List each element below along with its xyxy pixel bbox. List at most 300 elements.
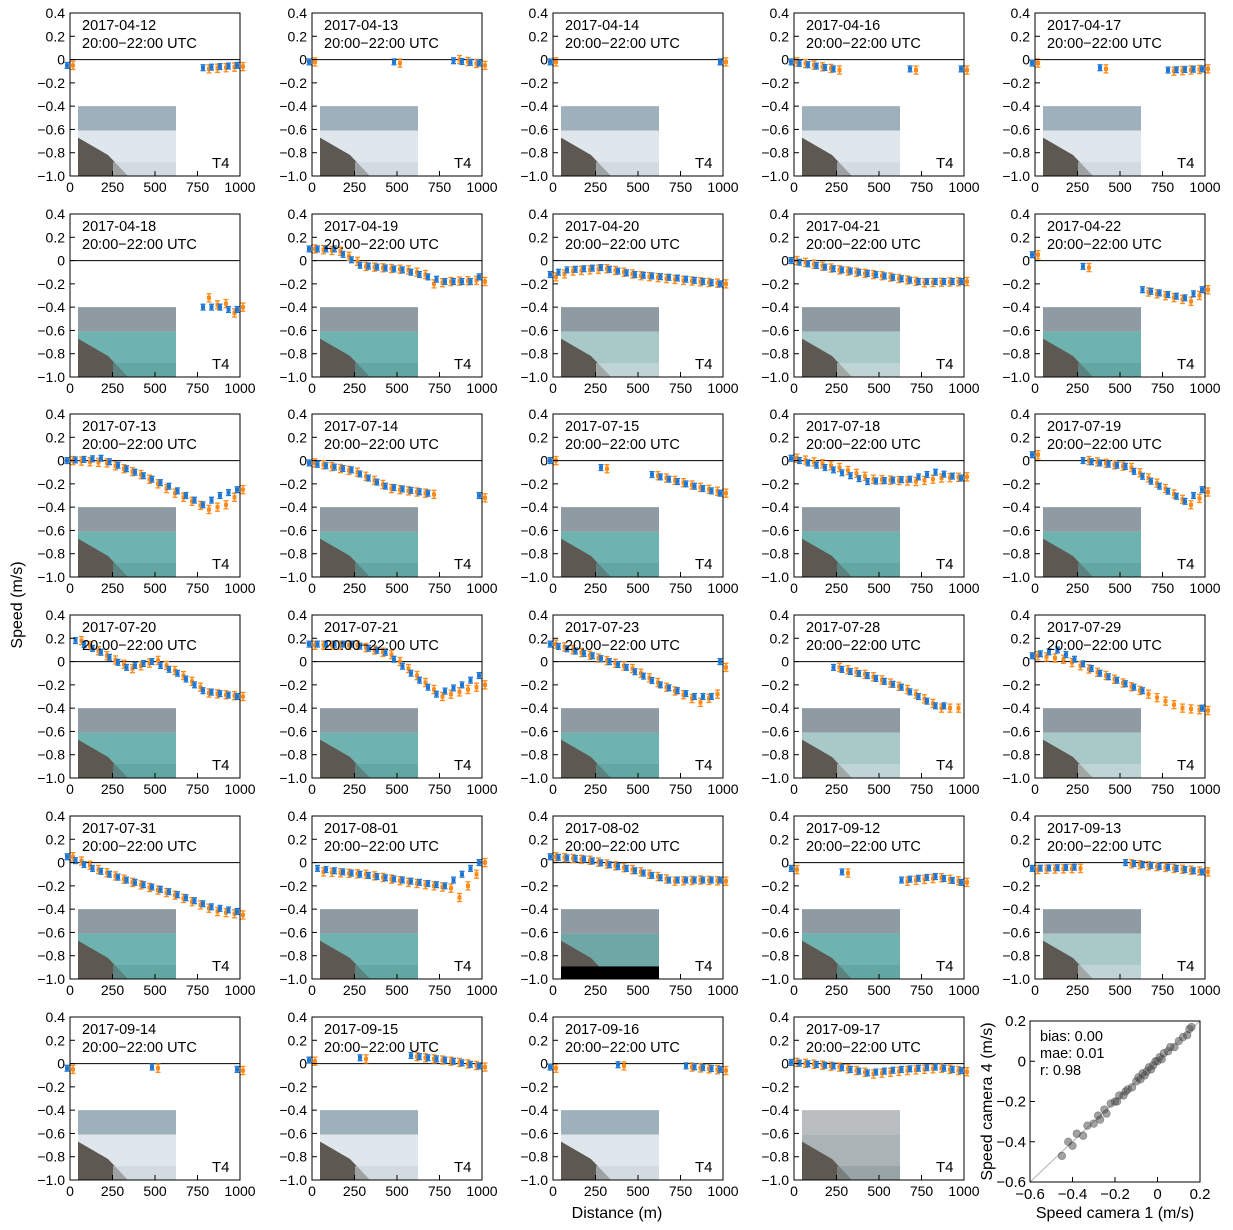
y-tick-label: −0.4 [520, 98, 548, 115]
y-tick-label: −1.0 [520, 770, 548, 786]
y-tick-label: 0.2 [769, 831, 789, 848]
panel-time: 20:00−22:00 UTC [806, 1040, 921, 1056]
cam1-marker [350, 258, 354, 262]
x-tick-label: 750 [668, 580, 693, 596]
panel-date: 2017-09-13 [1047, 821, 1122, 837]
y-tick-label: 0.4 [528, 206, 548, 222]
y-tick-label: −0.4 [279, 98, 307, 115]
x-tick-label: 750 [909, 380, 934, 396]
y-tick-label: −1.0 [520, 971, 548, 987]
x-tick-label: 0 [66, 982, 74, 998]
x-tick-label: 0 [790, 781, 798, 797]
cam1-marker [548, 273, 552, 277]
photo-mountains [561, 106, 659, 130]
cam1-marker [1175, 294, 1179, 298]
y-tick-label: −0.6 [1002, 322, 1030, 339]
cam1-marker [667, 878, 671, 882]
y-tick-label: −0.6 [37, 723, 65, 740]
x-tick-label: 500 [143, 1183, 167, 1199]
x-tick-label: 250 [1065, 781, 1090, 797]
photo-camera-label: T4 [454, 957, 472, 975]
x-tick-label: 750 [427, 580, 452, 596]
y-tick-label: 0.4 [45, 206, 65, 222]
photo-shore [837, 1166, 900, 1180]
cam1-marker [806, 262, 810, 266]
cam1-marker [925, 875, 929, 879]
cam1-marker [548, 459, 552, 463]
cam1-marker [823, 65, 827, 69]
cam4-marker [846, 468, 850, 472]
cam1-marker [925, 473, 929, 477]
y-tick-label: −0.4 [1002, 499, 1030, 516]
cam1-marker [710, 878, 714, 882]
x-tick-label: 0 [549, 580, 557, 596]
panel-date: 2017-04-17 [1047, 18, 1122, 34]
cam1-marker [1056, 866, 1060, 870]
y-tick-label: 0 [1022, 854, 1030, 871]
panel-time: 20:00−22:00 UTC [1047, 36, 1162, 52]
y-tick-label: 0.4 [287, 808, 307, 824]
cam1-marker [718, 878, 722, 882]
y-tick-label: −0.2 [520, 475, 548, 492]
cam1-marker [350, 871, 354, 875]
x-tick-label: 1000 [466, 580, 498, 596]
y-tick-label: −0.6 [520, 924, 548, 941]
cam4-marker [724, 1069, 728, 1073]
panel-2017-08-01 [279, 808, 497, 998]
y-tick-label: −0.8 [1002, 545, 1030, 562]
y-tick-label: −0.6 [279, 723, 307, 740]
cam1-marker [1073, 865, 1077, 869]
cam1-marker [823, 265, 827, 269]
cam4-marker [965, 880, 969, 884]
y-tick-label: −0.2 [279, 74, 307, 91]
y-tick-label: 0 [57, 854, 65, 871]
panel-2017-04-22 [1002, 206, 1220, 396]
y-tick-label: −0.8 [279, 545, 307, 562]
y-tick-label: 0 [781, 653, 789, 670]
cam1-marker [925, 1066, 929, 1070]
cam1-marker [951, 878, 955, 882]
panel-date: 2017-07-31 [82, 821, 157, 837]
cam1-marker [184, 896, 188, 900]
cam1-marker [133, 470, 137, 474]
cam1-marker [307, 461, 311, 465]
y-tick-label: −0.6 [520, 121, 548, 138]
cam1-marker [82, 863, 86, 867]
y-tick-label: −0.4 [279, 299, 307, 316]
panel-2017-07-18 [761, 406, 979, 596]
x-tick-label: 0 [308, 781, 316, 797]
x-tick-label: 500 [385, 982, 409, 998]
photo-mountains [1043, 507, 1141, 531]
cam1-marker [443, 884, 447, 888]
x-tick-label: 500 [1108, 380, 1132, 396]
panel-2017-09-17 [761, 1009, 979, 1199]
photo-shore [355, 965, 418, 979]
cam1-marker [375, 265, 379, 269]
y-tick-label: 0.2 [769, 1032, 789, 1049]
cam1-marker [874, 676, 878, 680]
cam4-marker [605, 467, 609, 471]
x-tick-label: 250 [100, 982, 125, 998]
scatter-panel [979, 1013, 1210, 1222]
x-tick-label: 250 [342, 1183, 367, 1199]
cam1-marker [718, 660, 722, 664]
scatter-x-tick-label: −0.6 [1015, 1186, 1045, 1203]
cam1-marker [375, 875, 379, 879]
x-tick-label: 0 [308, 580, 316, 596]
x-tick-label: 0 [308, 1183, 316, 1199]
cam1-marker [426, 882, 430, 886]
x-tick-label: 1000 [224, 580, 256, 596]
cam1-marker [201, 503, 205, 507]
cam1-marker [633, 869, 637, 873]
y-axis-label: Speed (m/s) [9, 561, 26, 649]
y-tick-label: −1.0 [761, 569, 789, 585]
photo-shore [113, 1166, 176, 1180]
cam1-marker [426, 275, 430, 279]
photo-camera-label: T4 [936, 355, 954, 373]
y-tick-label: 0 [540, 1055, 548, 1072]
photo-shore [355, 1166, 418, 1180]
y-tick-label: −0.2 [37, 275, 65, 292]
cam1-marker [125, 665, 129, 669]
panel-date: 2017-04-20 [565, 219, 640, 235]
x-tick-label: 750 [185, 1183, 210, 1199]
cam4-marker [483, 496, 487, 500]
cam1-marker [401, 664, 405, 668]
photo-shore [837, 965, 900, 979]
cam1-marker [832, 67, 836, 71]
cam1-marker [565, 856, 569, 860]
cam1-marker [409, 488, 413, 492]
cam1-marker [150, 660, 154, 664]
cam1-marker [908, 877, 912, 881]
y-tick-label: −0.8 [761, 144, 789, 161]
x-tick-label: 1000 [466, 781, 498, 797]
y-tick-label: 0 [540, 51, 548, 68]
y-tick-label: −0.2 [279, 877, 307, 894]
cam1-marker [201, 305, 205, 309]
cam1-marker [452, 280, 456, 284]
x-tick-label: 500 [143, 580, 167, 596]
photo-mountains [78, 507, 176, 531]
cam1-marker [840, 870, 844, 874]
cam4-marker [1189, 299, 1193, 303]
cam1-marker [951, 474, 955, 478]
cam1-marker [159, 663, 163, 667]
y-tick-label: 0 [781, 452, 789, 469]
scatter-x-tick-label: −0.2 [1100, 1186, 1130, 1203]
y-tick-label: 0.4 [45, 808, 65, 824]
cam1-marker [460, 872, 464, 876]
cam4-marker [957, 706, 961, 710]
y-tick-label: 0.4 [287, 406, 307, 422]
cam1-marker [900, 277, 904, 281]
cam1-marker [934, 875, 938, 879]
x-tick-label: 500 [867, 580, 891, 596]
photo-mountains [1043, 909, 1141, 933]
panel-2017-04-14 [520, 5, 738, 195]
y-tick-label: −0.4 [1002, 901, 1030, 918]
y-tick-label: −1.0 [761, 971, 789, 987]
y-tick-label: 0.2 [45, 630, 65, 647]
y-tick-label: −0.8 [37, 1148, 65, 1165]
cam1-marker [65, 1066, 69, 1070]
panel-date: 2017-08-02 [565, 821, 640, 837]
x-tick-label: 750 [427, 179, 452, 195]
photo-camera-label: T4 [1177, 555, 1195, 573]
cam1-marker [959, 1069, 963, 1073]
cam4-marker [458, 690, 462, 694]
cam1-marker [925, 280, 929, 284]
cam1-marker [693, 1065, 697, 1069]
y-tick-label: −0.8 [761, 746, 789, 763]
cam4-marker [483, 683, 487, 687]
photo-mountains [802, 507, 900, 531]
cam4-marker [1036, 253, 1040, 257]
cam1-marker [557, 644, 561, 648]
panel-2017-07-19 [1002, 406, 1220, 596]
cam1-marker [341, 870, 345, 874]
cam1-marker [857, 270, 861, 274]
panel-time: 20:00−22:00 UTC [565, 36, 680, 52]
cam1-marker [1149, 863, 1153, 867]
cam1-marker [718, 282, 722, 286]
scatter-y-tick-label: −0.6 [996, 1174, 1026, 1191]
y-tick-label: −0.8 [37, 545, 65, 562]
panel-time: 20:00−22:00 UTC [806, 437, 921, 453]
x-tick-label: 0 [308, 179, 316, 195]
cam1-marker [477, 494, 481, 498]
cam1-marker [307, 1058, 311, 1062]
x-tick-label: 750 [427, 1183, 452, 1199]
cam4-marker [1104, 67, 1108, 71]
cam4-marker [1053, 656, 1057, 660]
cam1-marker [642, 674, 646, 678]
cam4-marker [554, 1066, 558, 1070]
cam1-marker [951, 280, 955, 284]
cam1-marker [1081, 459, 1085, 463]
cam1-marker [701, 878, 705, 882]
x-tick-label: 500 [143, 179, 167, 195]
scatter-y-tick-label: −0.4 [996, 1133, 1026, 1151]
y-tick-label: −1.0 [761, 770, 789, 786]
cam4-marker [224, 503, 228, 507]
cam1-marker [900, 878, 904, 882]
cam1-marker [883, 679, 887, 683]
x-tick-label: 250 [583, 982, 608, 998]
cam4-marker [965, 68, 969, 72]
photo-shore [596, 563, 659, 577]
y-tick-label: 0 [57, 452, 65, 469]
cam4-marker [483, 63, 487, 67]
panel-2017-08-02 [520, 808, 738, 998]
cam1-marker [235, 695, 239, 699]
photo-camera-label: T4 [212, 1158, 230, 1176]
cam4-marker [931, 477, 935, 481]
cam4-marker [224, 302, 228, 306]
y-tick-label: 0.4 [1010, 808, 1030, 824]
cam1-marker [883, 274, 887, 278]
x-tick-label: 0 [66, 1183, 74, 1199]
cam1-marker [1081, 264, 1085, 268]
cam1-marker [832, 468, 836, 472]
cam1-marker [65, 855, 69, 859]
x-tick-label: 750 [185, 380, 210, 396]
x-tick-label: 1000 [948, 1183, 980, 1199]
y-tick-label: −0.8 [520, 1148, 548, 1165]
y-tick-label: −1.0 [37, 168, 65, 184]
x-tick-label: 500 [1108, 580, 1132, 596]
cam1-marker [591, 266, 595, 270]
x-tick-label: 750 [668, 179, 693, 195]
x-tick-label: 1000 [1189, 580, 1221, 596]
cam1-marker [1030, 61, 1034, 65]
y-tick-label: −0.6 [761, 924, 789, 941]
cam1-marker [883, 1069, 887, 1073]
panel-2017-09-15 [279, 1009, 497, 1199]
cam1-marker [693, 278, 697, 282]
x-tick-label: 750 [909, 1183, 934, 1199]
panel-2017-04-20 [520, 206, 738, 396]
cam4-marker [1087, 266, 1091, 270]
cam4-marker [948, 706, 952, 710]
cam1-marker [384, 876, 388, 880]
y-tick-label: 0 [299, 653, 307, 670]
y-tick-label: 0.4 [769, 206, 789, 222]
panel-2017-07-29 [1002, 607, 1220, 797]
cam1-marker [392, 486, 396, 490]
cam1-marker [806, 1062, 810, 1066]
y-tick-label: −0.8 [279, 345, 307, 362]
x-tick-label: 500 [385, 380, 409, 396]
y-tick-label: −0.8 [520, 144, 548, 161]
x-tick-label: 1000 [466, 380, 498, 396]
photo-mountains [802, 1110, 900, 1134]
x-tick-label: 750 [427, 781, 452, 797]
y-tick-label: −1.0 [1002, 168, 1030, 184]
cam1-marker [866, 480, 870, 484]
x-tick-label: 500 [143, 781, 167, 797]
cam1-marker [435, 277, 439, 281]
cam1-marker [840, 268, 844, 272]
cam1-marker [1124, 861, 1128, 865]
y-tick-label: −0.6 [761, 322, 789, 339]
cam1-marker [99, 869, 103, 873]
y-tick-label: 0.4 [45, 406, 65, 422]
cam1-marker [227, 307, 231, 311]
x-tick-label: 0 [790, 179, 798, 195]
y-tick-label: 0.4 [1010, 607, 1030, 623]
cam1-marker [1192, 869, 1196, 873]
y-tick-label: −1.0 [1002, 770, 1030, 786]
x-tick-label: 1000 [707, 580, 739, 596]
cam1-marker [625, 665, 629, 669]
panel-date: 2017-04-12 [82, 18, 157, 34]
y-tick-label: 0 [299, 854, 307, 871]
cam1-marker [159, 481, 163, 485]
photo-shore [1078, 764, 1141, 778]
cam1-marker [684, 482, 688, 486]
x-tick-label: 250 [583, 781, 608, 797]
cam1-marker [150, 477, 154, 481]
y-tick-label: 0.2 [528, 630, 548, 647]
panel-date: 2017-07-20 [82, 620, 157, 636]
cam1-marker [384, 484, 388, 488]
panel-2017-07-28 [761, 607, 979, 797]
y-tick-label: 0.4 [769, 5, 789, 21]
y-tick-label: −0.6 [761, 723, 789, 740]
photo-shore [596, 162, 659, 176]
cam1-marker [1098, 461, 1102, 465]
cam1-marker [201, 689, 205, 693]
cam1-marker [210, 305, 214, 309]
y-tick-label: −1.0 [279, 770, 307, 786]
y-tick-label: −0.4 [37, 901, 65, 918]
scatter-y-tick-label: 0 [1017, 1053, 1026, 1071]
cam1-marker [460, 280, 464, 284]
cam1-marker [866, 271, 870, 275]
y-tick-label: −0.6 [37, 121, 65, 138]
photo-camera-label: T4 [1177, 957, 1195, 975]
photo-camera-label: T4 [454, 555, 472, 573]
y-tick-label: −0.2 [520, 74, 548, 91]
scatter-point [1188, 1023, 1196, 1031]
cam1-marker [74, 859, 78, 863]
y-tick-label: 0.2 [287, 429, 307, 446]
cam1-marker [116, 660, 120, 664]
cam1-marker [218, 305, 222, 309]
cam1-marker [650, 274, 654, 278]
x-tick-label: 1000 [948, 580, 980, 596]
cam4-marker [838, 466, 842, 470]
y-tick-label: 0 [781, 1055, 789, 1072]
y-tick-label: −1.0 [37, 971, 65, 987]
cam1-marker [1124, 682, 1128, 686]
cam1-marker [1183, 296, 1187, 300]
cam1-marker [324, 868, 328, 872]
cam1-marker [477, 674, 481, 678]
x-tick-label: 1000 [707, 982, 739, 998]
cam1-marker [443, 1058, 447, 1062]
photo-camera-label: T4 [454, 1158, 472, 1176]
panel-time: 20:00−22:00 UTC [1047, 437, 1162, 453]
cam1-marker [891, 682, 895, 686]
cam1-marker [367, 873, 371, 877]
cam1-marker [142, 883, 146, 887]
cam1-marker [840, 1066, 844, 1070]
cam1-marker [548, 855, 552, 859]
y-tick-label: −0.4 [761, 700, 789, 717]
y-tick-label: −0.2 [761, 475, 789, 492]
cam1-marker [1081, 662, 1085, 666]
panel-time: 20:00−22:00 UTC [806, 638, 921, 654]
cam1-marker [167, 890, 171, 894]
cam1-marker [367, 476, 371, 480]
cam1-marker [582, 267, 586, 271]
cam1-marker [418, 490, 422, 494]
cam1-marker [358, 1056, 362, 1060]
cam1-marker [1200, 706, 1204, 710]
photo-mountains [78, 1110, 176, 1134]
cam1-marker [367, 264, 371, 268]
y-tick-label: −0.4 [520, 901, 548, 918]
scatter-stat: bias: 0.00 [1040, 1029, 1103, 1045]
y-tick-label: 0.2 [528, 831, 548, 848]
x-tick-label: 500 [867, 982, 891, 998]
